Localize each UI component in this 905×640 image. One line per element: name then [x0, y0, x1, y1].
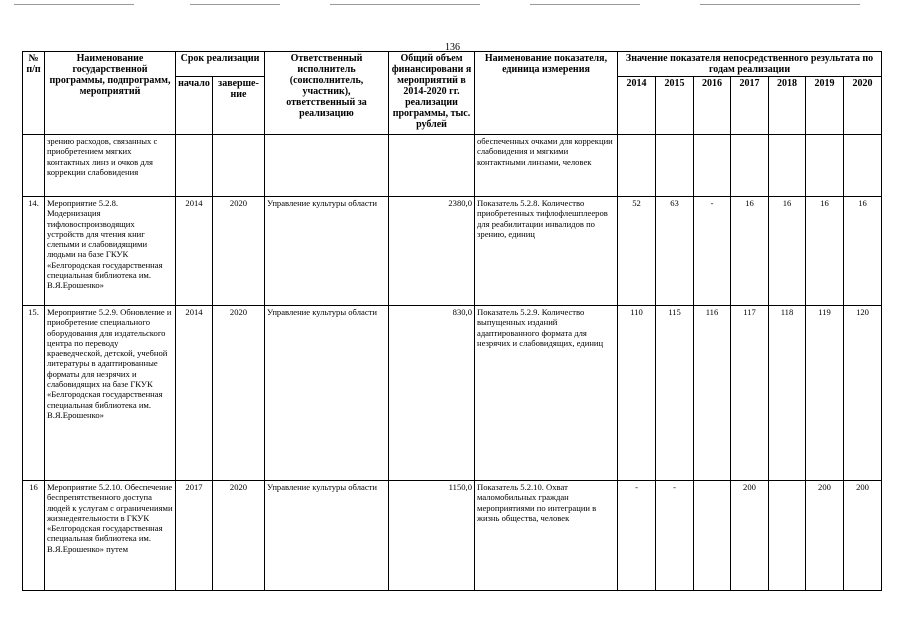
row-value: 118 [769, 306, 806, 481]
header-row [23, 52, 882, 77]
row-end: 2020 [213, 306, 265, 481]
row-end [213, 135, 265, 197]
row-value: - [618, 481, 656, 591]
table-row [23, 135, 882, 197]
program-table [22, 51, 882, 591]
row-value: 16 [731, 197, 769, 306]
row-value: 16 [806, 197, 844, 306]
scan-edge-line [14, 4, 134, 5]
table-row [23, 197, 882, 306]
row-value: 120 [844, 306, 882, 481]
row-value [769, 481, 806, 591]
row-value: 119 [806, 306, 844, 481]
header-year: 2017 [731, 77, 769, 135]
row-value: 63 [656, 197, 694, 306]
row-name: Мероприятие 5.2.8. Модернизация тифловоспроизводящих устройств для чтения книг слепыми и слабовидящими людьми на базе ГКУК «Белгородская государственная специальная библиотека им. В.Я.Ерошенко» [45, 197, 176, 306]
header-year: 2019 [806, 77, 844, 135]
row-value: 117 [731, 306, 769, 481]
header-term-start: начало [176, 77, 213, 135]
row-num: 16 [23, 481, 45, 591]
row-num [23, 135, 45, 197]
row-value: 200 [806, 481, 844, 591]
row-value: 200 [844, 481, 882, 591]
row-start [176, 135, 213, 197]
header-num: № п/п [23, 52, 45, 135]
row-value: 116 [694, 306, 731, 481]
table-row [23, 306, 882, 481]
header-year: 2016 [694, 77, 731, 135]
row-end: 2020 [213, 481, 265, 591]
row-start: 2014 [176, 197, 213, 306]
header-values: Значение показателя непосредственного результата по годам реализации [618, 52, 882, 77]
header-year: 2015 [656, 77, 694, 135]
row-value: 16 [769, 197, 806, 306]
row-value [769, 135, 806, 197]
row-value: 200 [731, 481, 769, 591]
row-value: 110 [618, 306, 656, 481]
row-value [844, 135, 882, 197]
row-value [731, 135, 769, 197]
header-executor: Ответственный исполнитель (соисполнитель, участник), ответственный за реализацию [265, 52, 389, 135]
header-year: 2014 [618, 77, 656, 135]
header-term: Срок реализации [176, 52, 265, 77]
row-name: Мероприятие 5.2.9. Обновление и приобретение специального оборудования для издательского центра по переводу краеведческой, детской, учебной литературы в адаптированные форматы для незрячих и слабовидящих на базе ГКУК «Белгородская государственная специальная библиотека им. В.Я.Ерошенко» [45, 306, 176, 481]
row-value [618, 135, 656, 197]
row-amount: 2380,0 [389, 197, 475, 306]
row-amount: 830,0 [389, 306, 475, 481]
row-value: 115 [656, 306, 694, 481]
row-value: 52 [618, 197, 656, 306]
row-num: 15. [23, 306, 45, 481]
table-row [23, 481, 882, 591]
row-value: - [694, 197, 731, 306]
row-amount [389, 135, 475, 197]
row-indicator: Показатель 5.2.8. Количество приобретенных тифлофлешплееров для реабилитации инвалидов по зрению, единиц [475, 197, 618, 306]
row-value: 16 [844, 197, 882, 306]
row-indicator: Показатель 5.2.9. Количество выпущенных изданий адаптированного формата для незрячих и слабовидящих, единиц [475, 306, 618, 481]
row-indicator: обеспеченных очками для коррекции слабовидения и мягкими контактными линзами, человек [475, 135, 618, 197]
row-value [694, 481, 731, 591]
scan-edge-line [700, 4, 860, 5]
row-name: Мероприятие 5.2.10. Обеспечение беспрепятственного доступа людей к услугам с ограничениями жизнедеятельности в ГКУК «Белгородская государственная специальная библиотека им. В.Я.Ерошенко» путем [45, 481, 176, 591]
scan-edge-line [190, 4, 280, 5]
header-name: Наименование государственной программы, подпрограмм, мероприятий [45, 52, 176, 135]
header-volume: Общий объем финансировани я мероприятий в 2014-2020 гг. реализации программы, тыс. рублей [389, 52, 475, 135]
row-end: 2020 [213, 197, 265, 306]
row-value [656, 135, 694, 197]
header-year: 2018 [769, 77, 806, 135]
row-amount: 1150,0 [389, 481, 475, 591]
row-value [694, 135, 731, 197]
row-executor [265, 135, 389, 197]
scan-edge-line [330, 4, 480, 5]
header-term-end: заверше-ние [213, 77, 265, 135]
row-executor: Управление культуры области [265, 306, 389, 481]
row-num: 14. [23, 197, 45, 306]
row-start: 2017 [176, 481, 213, 591]
row-value: - [656, 481, 694, 591]
header-indicator: Наименование показателя, единица измерения [475, 52, 618, 135]
row-name: зрению расходов, связанных с приобретением мягких контактных линз и очков для коррекции слабовидения [45, 135, 176, 197]
row-value [806, 135, 844, 197]
row-indicator: Показатель 5.2.10. Охват маломобильных граждан мероприятиями по интеграции в жизнь общества, человек [475, 481, 618, 591]
row-executor: Управление культуры области [265, 481, 389, 591]
page-number: 136 [445, 42, 460, 53]
header-year: 2020 [844, 77, 882, 135]
scan-edge-line [530, 4, 640, 5]
row-start: 2014 [176, 306, 213, 481]
row-executor: Управление культуры области [265, 197, 389, 306]
